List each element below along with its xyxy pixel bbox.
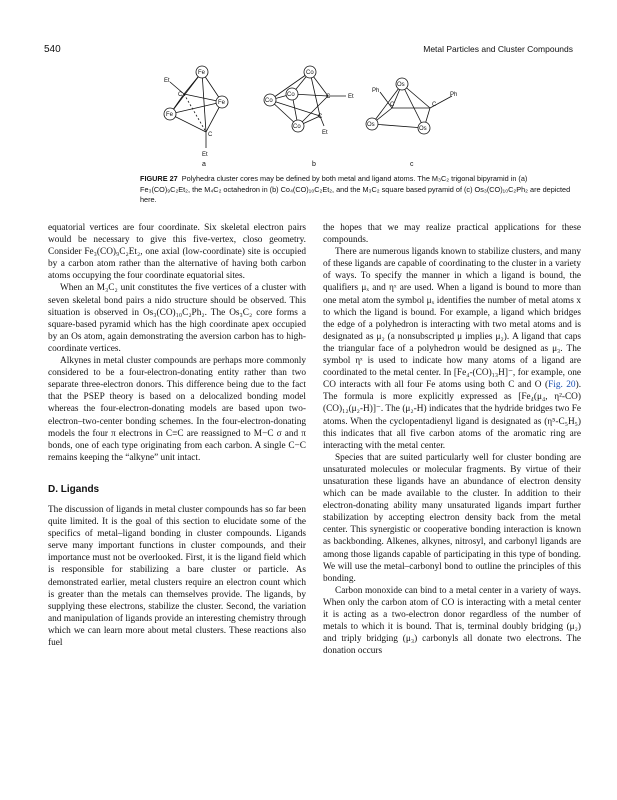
page-number: 540	[44, 44, 61, 55]
left-paragraph-2: When an M₃C₂ unit constitutes the five vertices of a cluster with seven skeletal bond pairs a nido structure should be observed. This situation is observed in Os₃(CO)₁₀C₂Ph₂. The Os₃C₂ core forms a square-based pyramid which has the high coordinate apex occupied by an Os atom, again demonstrating the aversion carbon has to high-coordinate vertices.	[48, 283, 306, 354]
atom-a-c-top: C	[178, 92, 183, 98]
atom-b-c-right: C	[326, 94, 331, 100]
panel-label-a: a	[202, 161, 206, 168]
atom-b-co-left: Co	[265, 98, 273, 104]
atom-a-c-bottom: C	[208, 132, 213, 138]
atom-c-os-top: Os	[397, 82, 405, 88]
left-paragraph-1: equatorial vertices are four coordinate. Six skeletal electron pairs would be necessary to give this five-vertex, closo geometry. Consider Fe₃(CO)₉C₂Et₂, one axial (low-coordinate) site is occupied by a carbon atom rather than the alternative of having both carbon atoms occupying the four coordinate equatorial sites.	[48, 223, 306, 282]
right-paragraph-2-text-b: ). The formula is more explicitly expressed as [Fe₄(μ₄, η²-CO)(CO)₁₂(μ₂-H)]⁻. The (μ₂-H) indicates that the hydride bridges two Fe atoms. When the cyclopentadienyl ligand is designated as (η⁵-C₅H₅) this indicates that all five carbon atoms of the aromatic ring are interacting with the metal center.	[323, 380, 582, 451]
right-paragraph-1: the hopes that we may realize practical applications for these compounds.	[323, 223, 581, 246]
caption-text: Polyhedra cluster cores may be defined by both metal and ligand atoms. The M₃C₂ trigonal bipyramid in (a) Fe₃(CO)₉C₂Et₂, the M₄C₂ octahedron in (b) Co₄(CO)₁₀C₂Et₂, and the M₃C₂ square based pyramid of (c) Os₃(CO)₁₀C₂Ph₂ are depicted here.	[140, 174, 571, 204]
left-paragraph-3: Alkynes in metal cluster compounds are perhaps more commonly considered to be a four-electron-donating entity rather than two separate three-electron donors. This difference being due to the fact that the PSEP theory is based on a delocalized bonding model whereas the four-electron-donating models are based upon two-electron–two-center bonding schemes. In the four-electron-donating models the four π electrons in C≡C are reassigned to M−C σ and π bonds, one of each type originating from each carbon. A single C−C remains keeping the “alkyne” unit intact.	[48, 356, 306, 463]
running-title: Metal Particles and Cluster Compounds	[423, 44, 573, 54]
atom-b-et-right: Et	[348, 94, 354, 100]
section-heading-ligands: D. Ligands	[48, 483, 100, 495]
atom-a-et-bottom: Et	[202, 152, 208, 158]
figure-27-cluster-diagrams	[140, 62, 480, 170]
atom-b-c-lower: C	[318, 114, 323, 120]
atom-c-ph-left: Ph	[372, 88, 380, 94]
right-paragraph-2-text-a: There are numerous ligands known to stabilize clusters, and many of these ligands are capable of coordinating to the cluster in a variety of ways. To specify the manner in which a ligand is bound, the qualifiers μₓ and ηˣ are used. When a ligand is bound to more than one metal atom the symbol μₓ identifies the number of metal atoms x to which the ligand is bound. For example, a ligand which bridges the edge of a polyhedron is interacting with two metal atoms and is designated as μ₂ (a nonsubscripted μ implies μ₂). A ligand that caps the triangular face of a polyhedron would be designed as μ₃. The symbol ηˣ is used to indicate how many atoms of a ligand are coordinated to the metal center. In [Fe₄-(CO)₁₃H]⁻, for example, one CO interacts with all four Fe atoms using both C and O (	[323, 247, 581, 391]
atom-b-co-bottom: Co	[293, 124, 301, 130]
figure-caption	[140, 174, 576, 206]
atom-a-fe-left: Fe	[166, 112, 174, 118]
figure-label: FIGURE 27	[140, 174, 178, 183]
panel-a-structure	[164, 66, 228, 148]
atom-c-ph-right: Ph	[450, 92, 458, 98]
atom-b-et-lower: Et	[322, 130, 328, 136]
panel-label-b: b	[312, 161, 316, 168]
panel-c-structure	[366, 78, 452, 134]
figure-20-link[interactable]: Fig. 20	[548, 380, 576, 391]
atom-a-fe-right: Fe	[218, 100, 226, 106]
right-paragraph-4: Carbon monoxide can bind to a metal center in a variety of ways. When only the carbon atom of CO is interacting with a metal center it is acting as a two-electron donor regardless of the number of metals to which it is bound. That is, terminal doubly bridging (μ₂) and triply bridging (μ₃) carbonyls all donate two electrons. The donation occurs	[323, 585, 581, 657]
right-column	[323, 222, 581, 657]
atom-c-os-left: Os	[367, 122, 375, 128]
panel-label-c: c	[410, 161, 414, 168]
atom-a-et-top: Et	[164, 78, 170, 84]
atom-a-fe-top: Fe	[198, 70, 206, 76]
atom-c-c-left: C	[390, 102, 395, 108]
atom-c-os-right: Os	[419, 126, 427, 132]
right-paragraph-2	[323, 246, 581, 452]
panel-b-structure	[264, 66, 346, 132]
atom-c-c-right: C	[432, 102, 437, 108]
left-paragraph-4: The discussion of ligands in metal cluster compounds has so far been quite limited. It is the goal of this section to elucidate some of the specifics of metal–ligand bonding in cluster compounds. Ligands serve many important functions in cluster compounds, and their importance must not be overlooked. First, it is the ligand field which is responsible for stabilizing a bare cluster or particle. As demonstrated earlier, metal clusters require an electron count which is greater than the metals can themselves provide. The ligands, by supplying these electrons, stabilize the cluster. Second, the variation and manipulation of ligands provide an interesting chemistry through which we can learn more about metal clusters. These reactions also fuel	[48, 504, 306, 648]
atom-b-co-top: Co	[306, 70, 314, 76]
right-paragraph-3: Species that are suited particularly well for cluster bonding are unsaturated molecules or molecular fragments. By virtue of their unsaturation these ligands have an abundance of electron density which can be made available to the cluster. In addition to their electron-donating ability many unsaturated ligands impart further stabilization by accepting electron density back from the metal center. This synergistic or cooperative bonding interaction is known as backbonding. Alkenes, alkynes, nitrosyl, and carbonyl ligands are among those ligands capable of participating in this type of bonding. We will use the metal–carbonyl bond to outline the principles of this bonding.	[323, 452, 581, 584]
left-column	[48, 222, 306, 649]
atom-b-co-mid: Co	[287, 92, 295, 98]
